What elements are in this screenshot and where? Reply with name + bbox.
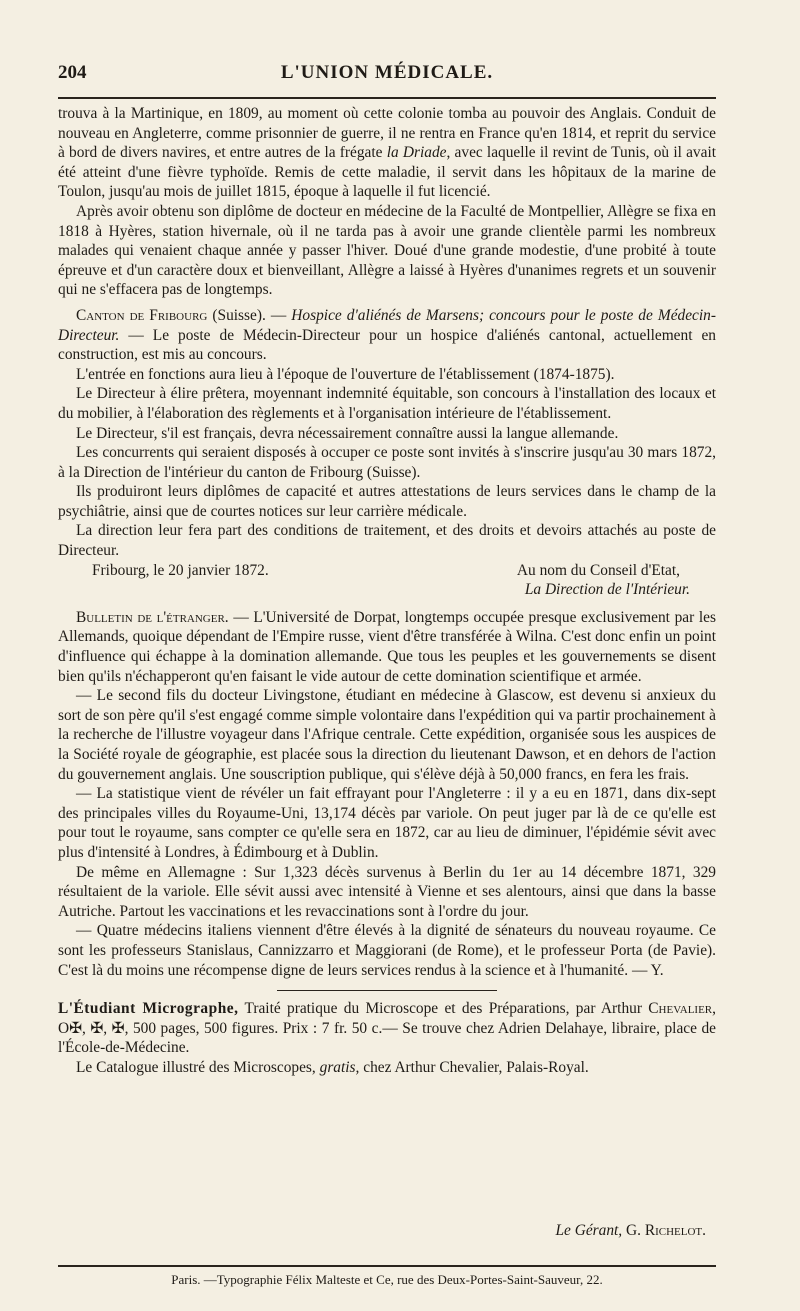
printer-imprint: Paris. —Typographie Félix Malteste et Ce, rue des Deux-Portes-Saint-Sauveur, 22. — [171, 1272, 603, 1287]
page-number: 204 — [58, 62, 87, 83]
header-rule — [58, 97, 716, 99]
paragraph: L'entrée en fonctions aura lieu à l'époque de l'ouverture de l'établissement (1874-1875). — [76, 365, 615, 383]
paragraph: — Le second fils du docteur Livingstone, étudiant en médecine à Glascow, est devenu si anxieux du sort de son père qu'il s'est engagé comme simple volontaire dans l'expédition qui va partir prochainement à la recherche de l'illustre voyageur dans l'Afrique centrale. Cette expédition, organisée sous les auspices de la Société royale de géographie, est placée sous la direction du lieutenant Dawson, et en dehors de l'action du gouvernement anglais. Une souscription publique, qui s'élève déjà à 50,000 francs, en fera les frais. — [58, 687, 716, 783]
canton-direction: La Direction de l'Intérieur. — [524, 581, 690, 599]
paragraph: — Quatre médecins italiens viennent d'être élevés à la dignité de sénateurs du nouveau royaume. Ce sont les professeurs Stanislaus, Cannizzarro et Maggiorani (de Rome), et le professeur Porta (de Pavie). C'est là du moins une récompense digne de leurs services rendus à la science et à l'humanité. — Y. — [58, 922, 716, 979]
council-name: Au nom du Conseil d'Etat, — [516, 561, 680, 579]
section-lead: Bulletin de l'étranger. — [76, 608, 229, 626]
canton-notice: Canton de Fribourg (Suisse). — Hospice d'aliénés de Marsens; concours pour le poste de Médecin-Directeur. — Le poste de Médecin-Directeur pour un hospice d'aliénés cantonal, actuellement en construction, est mis au concours. — [58, 306, 716, 364]
section-lead: Canton de Fribourg — [76, 306, 208, 324]
place-date: Fribourg, le 20 janvier 1872. — [92, 561, 269, 579]
gerant-signature: Le Gérant, G. Richelot. — [555, 1222, 706, 1239]
running-header — [58, 62, 716, 88]
article-body — [58, 104, 716, 1078]
paragraph: Les concurrents qui seraient disposés à occuper ce poste sont invités à s'inscrire jusqu'au 30 mars 1872, à la Direction de l'intérieur du canton de Fribourg (Suisse). — [58, 444, 716, 481]
paragraph: Le Directeur, s'il est français, devra nécessairement connaître aussi la langue allemande. — [76, 424, 619, 442]
bulletin-etranger: Bulletin de l'étranger. — L'Université de Dorpat, longtemps occupée presque exclusivement par les Allemands, quoique dépendant de l'Empire russe, vient d'être transférée à Wilna. C'est donc enfin un point d'influence qui échappe à la domination allemande. Que tous les peuples et les gouvernements se disent bien qu'ils n'échapperont qu'en faisant le vide autour de cette domination scientifique et armée. — [58, 608, 716, 685]
paragraph: — La statistique vient de révéler un fait effrayant pour l'Angleterre : il y a eu en 1871, dans dix-sept des principales villes du Royaume-Uni, 13,174 décès par variole. On peut juger par là de ce qu'elle est pour tout le royaume, sans compter ce qu'elle sera en 1872, car au lieu de diminuer, l'épidémie sévit avec plus d'intensité à Londres, à Édimbourg et à Dublin. — [58, 785, 716, 861]
footer-rule — [58, 1265, 716, 1267]
notice-title: Hospice d'aliénés de Marsens; concours pour le poste de Médecin-Directeur. — [58, 306, 716, 344]
paragraph: Le Catalogue illustré des Microscopes, gratis, chez Arthur Chevalier, Palais-Royal. — [76, 1058, 589, 1076]
paragraph: La direction leur fera part des conditions de traitement, et des droits et devoirs attachés au poste de Directeur. — [58, 522, 716, 560]
journal-title: L'UNION MÉDICALE. — [280, 62, 494, 83]
paragraph: Le Directeur à élire prêtera, moyennant indemnité équitable, son concours à l'installation des locaux et du mobilier, à l'élaboration des règlements et à l'organisation intérieure de l'établissement. — [58, 385, 716, 422]
paragraph: Ils produiront leurs diplômes de capacité et autres attestations de leurs services dans le champ de la psychiâtrie, ainsi que de courtes notices sur leur carrière médicale. — [58, 483, 716, 520]
section-separator — [277, 990, 497, 991]
advert: L'Étudiant Micrographe, Traité pratique du Microscope et des Préparations, par Arthur Chevalier, O✠, ✠, ✠, 500 pages, 500 figures. Prix : 7 fr. 50 c.— Se trouve chez Adrien Delahaye, libraire, place de l'École-de-Médecine. — [58, 1000, 716, 1057]
canton-signature-row — [58, 561, 716, 581]
paragraph: Après avoir obtenu son diplôme de docteur en médecine de la Faculté de Montpellier, Allègre se fixa en 1818 à Hyères, station hivernale, où il ne tarda pas à avoir une grande clientèle parmi les nombreux malades qui venaient chaque année y passer l'hiver. Doué d'une grande modestie, d'une probité à toute épreuve et d'un caractère doux et bienveillant, Allègre a laissé à Hyères d'unanimes regrets et un souvenir qui ne s'effacera pas de longtemps. — [58, 202, 716, 299]
paragraph: De même en Allemagne : Sur 1,323 décès survenus à Berlin du 1er au 14 décembre 1871, 329 résultaient de la variole. Elle sévit aussi avec intensité à Vienne et ses alentours, ainsi que dans la basse Autriche. Partout les vaccinations et les revaccinations sont à l'ordre du jour. — [58, 863, 716, 920]
advert-title: L'Étudiant Micrographe, — [58, 1000, 239, 1018]
paragraph: trouva à la Martinique, en 1809, au moment où cette colonie tomba au pouvoir des Anglais. Conduit de nouveau en Angleterre, comme prisonnier de guerre, il ne rentra en France qu'en 1814, et reprit du service à bord de divers navires, et entre autres de la frégate la Driade, avec laquelle il revint de Tunis, où il avait été atteint d'une fièvre typhoïde. Remis de cette maladie, il servit dans les hôpitaux de la marine de Toulon, jusqu'au mois de juillet 1815, époque à laquelle il fut licencié. — [58, 105, 716, 201]
